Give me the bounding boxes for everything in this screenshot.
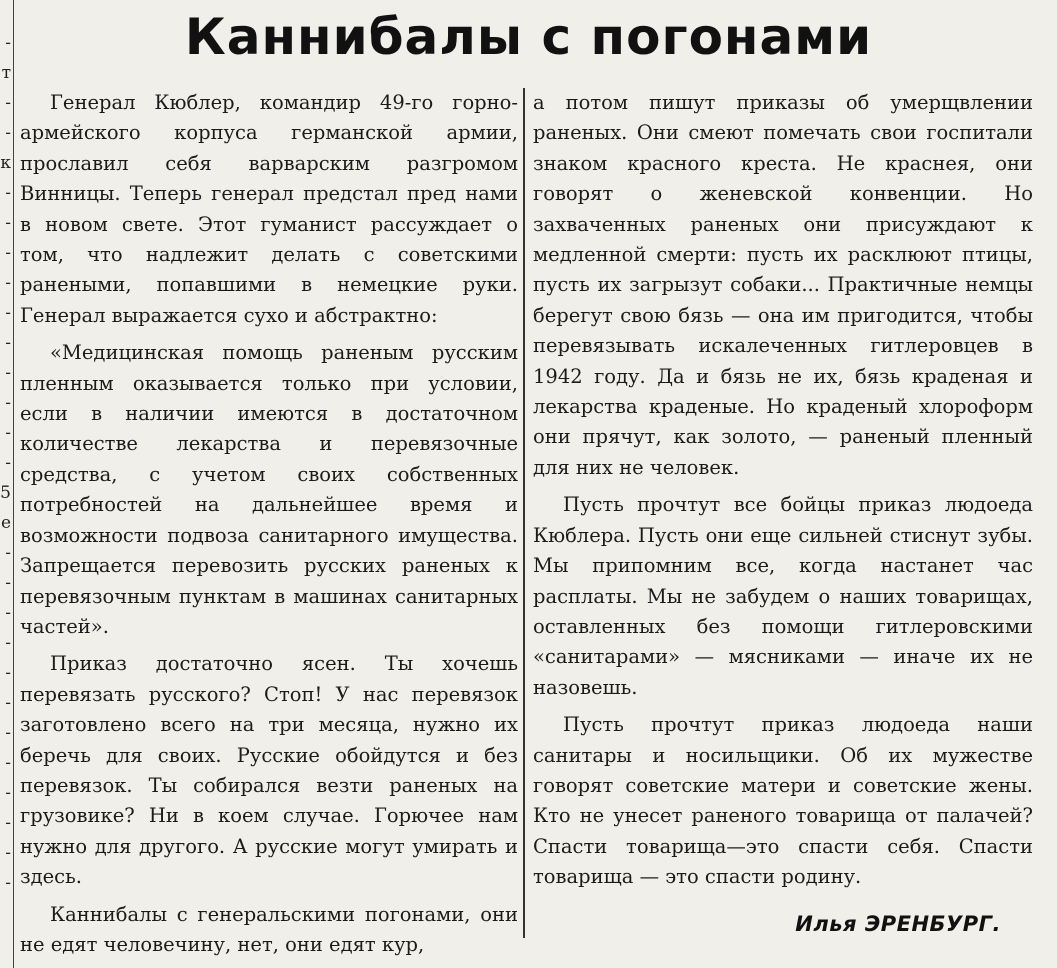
- paragraph-quote: «Медицинская помощь раненым русским пленным оказывается только при условии, если в наличии имеются в достаточном количестве лекарства и перевязочные средства, с учетом своих собственных потребностей на дальнейшее время и возможности подвоза санитарного имущества. Запрещается перевозить русских раненых к перевязочным пунктам в машинах санитарных частей».: [20, 341, 518, 638]
- paragraph-order: Приказ достаточно ясен. Ты хочешь перевязать русского? Стоп! У нас перевязок заготовлено всего на три месяца, нужно их беречь для своих. Русские обойдутся и без перевязок. Ты собирался везти раненых на грузовике? Ни в коем случае. Горючее нам нужно для другого. А русские могут умирать и здесь.: [20, 652, 518, 889]
- edge-glyph: -: [5, 303, 11, 323]
- edge-glyph: 5: [0, 483, 11, 503]
- edge-glyph: -: [5, 693, 11, 713]
- paragraph-cannibals: Каннибалы с генеральскими погонами, они не едят человечину, нет, они едят кур,: [20, 902, 518, 956]
- author-signature: Илья ЭРЕНБУРГ.: [795, 912, 1001, 936]
- edge-glyph: -: [5, 393, 11, 413]
- column-divider: [523, 88, 525, 938]
- edge-glyph: -: [5, 213, 11, 233]
- edge-glyph: -: [5, 333, 11, 353]
- edge-glyph: -: [5, 273, 11, 293]
- edge-glyph: -: [5, 573, 11, 593]
- edge-glyph: т: [1, 63, 11, 83]
- edge-glyph: -: [5, 33, 11, 53]
- article-headline: Каннибалы с погонами: [184, 8, 873, 66]
- edge-glyph: -: [5, 183, 11, 203]
- edge-glyph: -: [5, 453, 11, 473]
- edge-glyph: к: [0, 153, 11, 173]
- edge-glyph: -: [5, 813, 11, 833]
- paragraph-medics: Пусть прочтут приказ людоеда наши санитары и носильщики. Об их мужестве говорят советские матери и советские жены. Кто не унесет раненого товарища от палачей? Спасти товарища—это спасти себя. Спасти товарища — это спасти родину.: [533, 713, 1033, 889]
- edge-glyph: -: [5, 543, 11, 563]
- paragraph-continuation: а потом пишут приказы об умерщвлении раненых. Они смеют помечать свои госпитали знаком красного креста. Не краснея, они говорят о женевской конвенции. Но захваченных раненых они присуждают к медленной смерти: пусть их расклюют птицы, пусть их загрызут собаки... Практичные немцы берегут свою бязь — она им пригодится, чтобы перевязывать искалеченных гитлеровцев в 1942 году. Да и бязь не их, бязь краденая и лекарства краденые. Но краденый хлороформ они прячут, как золото, — раненый пленный для них не человек.: [533, 91, 1033, 479]
- edge-glyph: -: [5, 93, 11, 113]
- edge-glyph: -: [5, 633, 11, 653]
- edge-glyph: -: [5, 723, 11, 743]
- paragraph-intro: Генерал Кюблер, командир 49-го горно-армейского корпуса германской армии, прославил себя варварским разгромом Винницы. Теперь генерал предстал пред нами в новом свете. Этот гуманист рассуждает о том, что надлежит делать с советскими ранеными, попавшими в немецкие руки. Генерал выражается сухо и абстрактно:: [20, 91, 518, 327]
- article-column-right: [533, 88, 1033, 893]
- adjacent-column-edge: [0, 0, 14, 968]
- edge-glyph: -: [5, 243, 11, 263]
- edge-glyph: -: [5, 363, 11, 383]
- article-column-left: [20, 88, 518, 960]
- edge-glyph: -: [5, 873, 11, 893]
- edge-glyph: е: [0, 513, 11, 533]
- edge-glyph: -: [5, 663, 11, 683]
- edge-glyph: -: [5, 753, 11, 773]
- edge-glyph: -: [5, 123, 11, 143]
- edge-glyph: -: [5, 843, 11, 863]
- paragraph-soldiers: Пусть прочтут все бойцы приказ людоеда Кюблера. Пусть они еще сильней стиснут зубы. Мы припомним все, когда настанет час расплаты. Мы не забудем о наших товарищах, оставленных без помощи гитлеровскими «санитарами» — мясниками — иначе их не назовешь.: [533, 493, 1033, 699]
- edge-glyph: -: [5, 423, 11, 443]
- edge-glyph: -: [5, 783, 11, 803]
- edge-glyph: -: [5, 603, 11, 623]
